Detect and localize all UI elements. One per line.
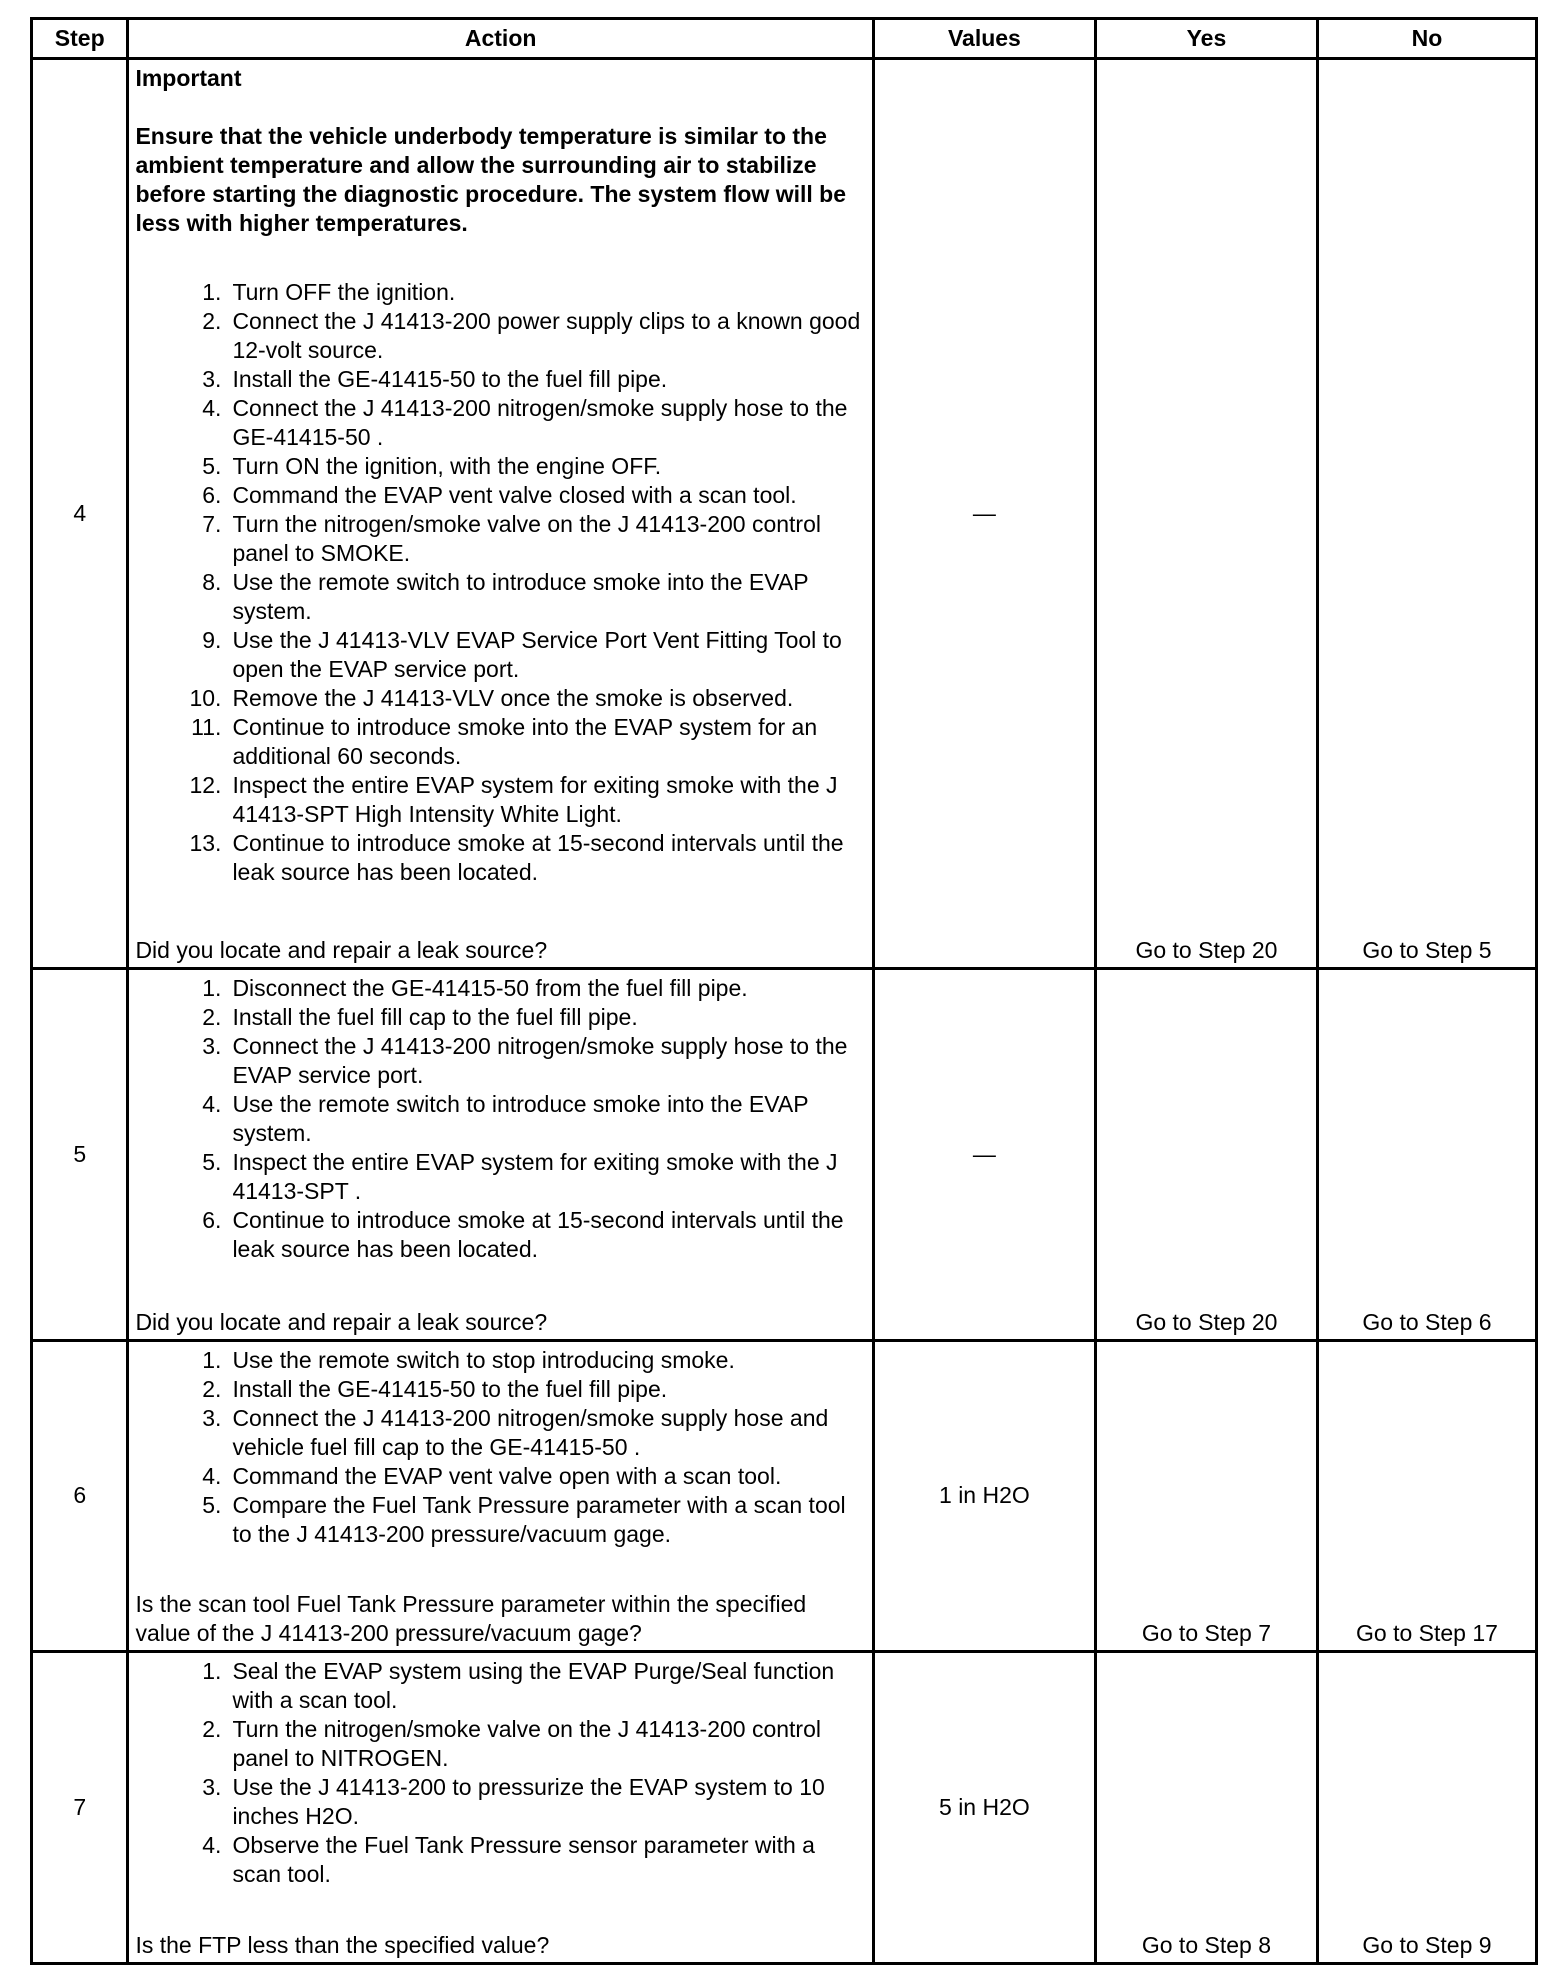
header-yes: Yes	[1095, 19, 1317, 59]
no-cell: Go to Step 5	[1317, 59, 1536, 969]
list-item: 2. Connect the J 41413-200 power supply clips to a known good 12-volt source.	[202, 308, 861, 363]
list-item: 1. Seal the EVAP system using the EVAP Purge/Seal function with a scan tool.	[202, 1658, 835, 1714]
no-cell: Go to Step 9	[1317, 1652, 1536, 1964]
diagnostic-table	[30, 17, 1538, 1965]
no-cell: Go to Step 6	[1317, 968, 1536, 1340]
question-text: Did you locate and repair a leak source?	[135, 1308, 548, 1335]
list-item: 4. Command the EVAP vent valve open with a scan tool.	[202, 1462, 782, 1489]
list-item: 11. Continue to introduce smoke into the EVAP system for an additional 60 seconds.	[191, 714, 818, 769]
list-item: 10. Remove the J 41413-VLV once the smoke is observed.	[189, 685, 794, 711]
list-item: 5. Turn ON the ignition, with the engine OFF.	[202, 453, 662, 479]
procedure-list	[135, 278, 865, 887]
action-cell	[128, 968, 873, 1340]
list-item: 13. Continue to introduce smoke at 15-second intervals until the leak source has been located.	[189, 830, 844, 885]
list-item: 3. Connect the J 41413-200 nitrogen/smoke supply hose and vehicle fuel fill cap to the GE-41415-50 .	[202, 1404, 829, 1460]
list-item: 1. Turn OFF the ignition.	[202, 279, 456, 305]
step-number: 7	[32, 1652, 128, 1964]
list-item: 2. Turn the nitrogen/smoke valve on the J 41413-200 control panel to NITROGEN.	[202, 1716, 821, 1772]
header-action: Action	[128, 19, 873, 59]
values-cell: —	[873, 59, 1095, 969]
list-item: 8. Use the remote switch to introduce smoke into the EVAP system.	[202, 569, 809, 624]
table-row-step-5	[32, 968, 1537, 1340]
table-row-step-6	[32, 1340, 1537, 1652]
procedure-list	[135, 1657, 865, 1889]
values-cell: 5 in H2O	[873, 1652, 1095, 1964]
header-step: Step	[32, 19, 128, 59]
question-text: Is the FTP less than the specified value?	[135, 1932, 550, 1958]
important-title: Important	[135, 65, 242, 91]
important-text: Ensure that the vehicle underbody temperature is similar to the ambient temperature and allow the surrounding air to stabilize before starting the diagnostic procedure. The system flow will be less with higher temperatures.	[135, 123, 847, 236]
list-item: 3. Connect the J 41413-200 nitrogen/smoke supply hose to the EVAP service port.	[202, 1032, 848, 1088]
step-number: 4	[32, 59, 128, 969]
list-item: 1. Disconnect the GE-41415-50 from the fuel fill pipe.	[202, 974, 748, 1001]
step-number: 6	[32, 1340, 128, 1652]
procedure-list	[135, 974, 865, 1264]
yes-cell: Go to Step 20	[1095, 59, 1317, 969]
action-cell	[128, 1340, 873, 1652]
action-cell	[128, 59, 873, 969]
values-cell: 1 in H2O	[873, 1340, 1095, 1652]
table-row-step-7	[32, 1652, 1537, 1964]
list-item: 2. Install the fuel fill cap to the fuel fill pipe.	[202, 1003, 638, 1030]
list-item: 4. Use the remote switch to introduce smoke into the EVAP system.	[202, 1090, 809, 1146]
list-item: 3. Use the J 41413-200 to pressurize the EVAP system to 10 inches H2O.	[202, 1774, 825, 1830]
header-no: No	[1317, 19, 1536, 59]
list-item: 12. Inspect the entire EVAP system for exiting smoke with the J 41413-SPT High Intensity White Light.	[189, 772, 838, 827]
action-cell	[128, 1652, 873, 1964]
values-cell: —	[873, 968, 1095, 1340]
list-item: 5. Inspect the entire EVAP system for exiting smoke with the J 41413-SPT .	[202, 1148, 838, 1204]
header-values: Values	[873, 19, 1095, 59]
list-item: 3. Install the GE-41415-50 to the fuel fill pipe.	[202, 366, 668, 392]
table-row-step-4	[32, 59, 1537, 969]
no-cell: Go to Step 17	[1317, 1340, 1536, 1652]
question-text: Did you locate and repair a leak source?	[135, 936, 548, 963]
list-item: 6. Command the EVAP vent valve closed with a scan tool.	[202, 482, 797, 508]
list-item: 9. Use the J 41413-VLV EVAP Service Port Vent Fitting Tool to open the EVAP service port.	[202, 627, 842, 682]
list-item: 6. Continue to introduce smoke at 15-second intervals until the leak source has been located.	[202, 1206, 844, 1262]
list-item: 7. Turn the nitrogen/smoke valve on the J 41413-200 control panel to SMOKE.	[202, 511, 821, 566]
list-item: 1. Use the remote switch to stop introducing smoke.	[202, 1346, 735, 1373]
yes-cell: Go to Step 8	[1095, 1652, 1317, 1964]
list-item: 2. Install the GE-41415-50 to the fuel fill pipe.	[202, 1375, 668, 1402]
list-item: 5. Compare the Fuel Tank Pressure parameter with a scan tool to the J 41413-200 pressure/vacuum gage.	[202, 1491, 846, 1547]
step-number: 5	[32, 968, 128, 1340]
list-item: 4. Observe the Fuel Tank Pressure sensor parameter with a scan tool.	[202, 1832, 815, 1888]
header-row	[32, 19, 1537, 59]
question-text: Is the scan tool Fuel Tank Pressure parameter within the specified value of the J 41413-200 pressure/vacuum gage?	[135, 1591, 807, 1647]
procedure-list	[135, 1346, 865, 1549]
yes-cell: Go to Step 20	[1095, 968, 1317, 1340]
list-item: 4. Connect the J 41413-200 nitrogen/smoke supply hose to the GE-41415-50 .	[202, 395, 848, 450]
yes-cell: Go to Step 7	[1095, 1340, 1317, 1652]
